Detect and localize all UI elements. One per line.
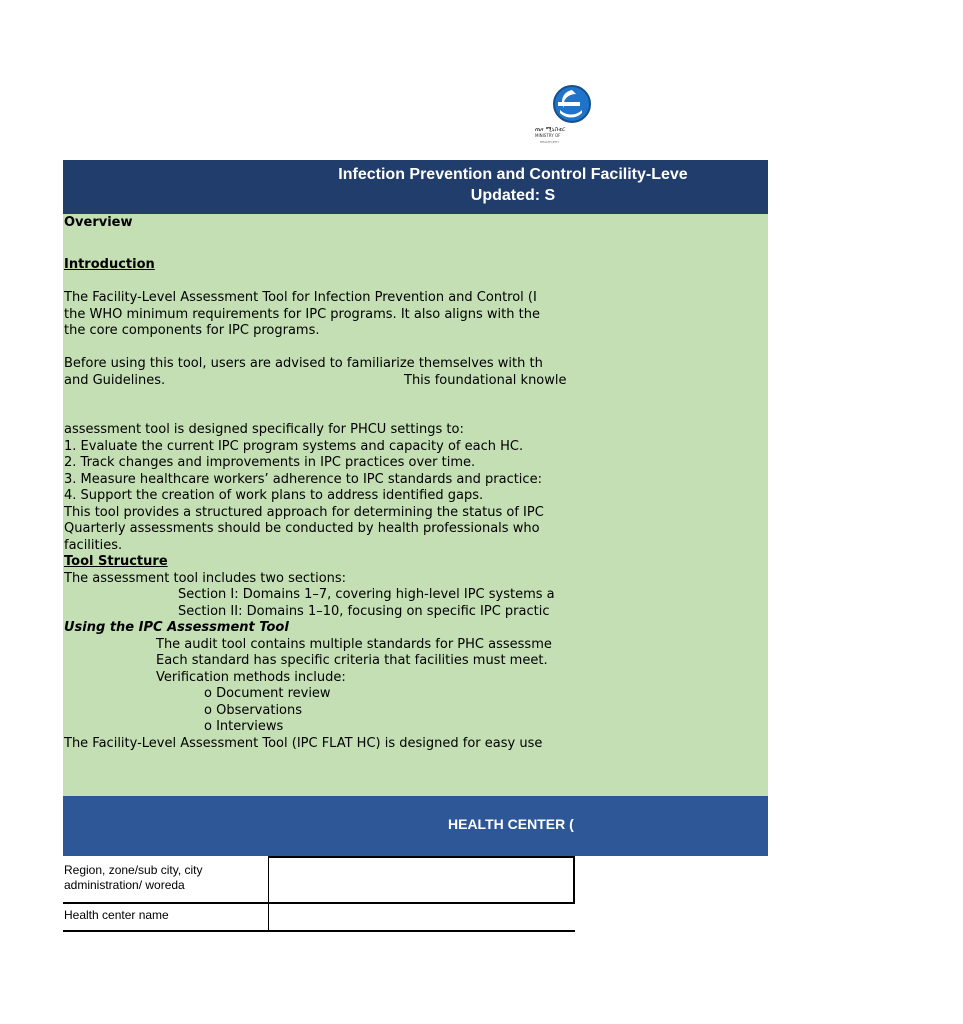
- structured-text-line: Quarterly assessments should be conducted by health professionals who: [64, 521, 540, 536]
- form-row-location: [63, 856, 575, 904]
- bullet-item: Each standard has specific criteria that facilities must meet.: [156, 653, 548, 668]
- location-label: Region, zone/sub city, city administration/ woreda: [64, 863, 203, 892]
- method-item: o Document review: [204, 686, 331, 701]
- structured-text-line: facilities.: [64, 537, 123, 553]
- using-tool-heading: Using the IPC Assessment Tool: [64, 620, 289, 635]
- method-item: o Interviews: [204, 719, 284, 734]
- structured-text-line: This tool provides a structured approach for determining the status of IPC: [64, 504, 544, 520]
- document-title: Infection Prevention and Control Facility-Leve: [338, 166, 688, 183]
- logo-subtext: HEALTH-ETH: [540, 140, 559, 144]
- method-item: o Observations: [204, 702, 303, 718]
- bullet-item: Verification methods include:: [156, 669, 346, 685]
- health-center-banner: [63, 796, 768, 856]
- health-center-title: HEALTH CENTER (: [448, 816, 574, 832]
- overview-section: [63, 214, 768, 796]
- section-item: Section II: Domains 1–10, focusing on specific IPC practic: [178, 603, 550, 619]
- intro-text-line: This foundational knowle: [404, 372, 567, 388]
- logo-english-text: MINISTRY OF: [535, 133, 561, 138]
- intro-text-line: and Guidelines.: [64, 372, 166, 388]
- intro-text-line: the core components for IPC programs.: [64, 323, 320, 338]
- purpose-intro: assessment tool is designed specifically for PHCU settings to:: [64, 422, 464, 437]
- logo-amharic-text: ጤና ሚኒስቴር: [535, 126, 566, 133]
- bullet-item: The audit tool contains multiple standards for PHC assessme: [156, 636, 552, 652]
- intro-text-line: Before using this tool, users are advised to familiarize themselves with th: [64, 356, 543, 371]
- introduction-heading: Introduction: [64, 257, 155, 272]
- purpose-item: 4. Support the creation of work plans to address identified gaps.: [64, 488, 484, 503]
- tool-structure-heading: Tool Structure: [64, 554, 168, 569]
- updated-date: Updated: S: [470, 187, 556, 204]
- intro-text-line: The Facility-Level Assessment Tool for Infection Prevention and Control (I: [64, 290, 537, 305]
- health-center-name-label: Health center name: [64, 908, 169, 922]
- intro-text-line: the WHO minimum requirements for IPC programs. It also aligns with the: [64, 306, 540, 322]
- form-row-hc-name: [63, 904, 575, 932]
- structure-intro: The assessment tool includes two sections:: [64, 570, 347, 586]
- overview-heading: Overview: [64, 215, 133, 230]
- ministry-emblem-icon: [550, 84, 594, 124]
- purpose-item: 2. Track changes and improvements in IPC practices over time.: [64, 455, 476, 470]
- health-center-form: [63, 856, 575, 932]
- title-banner: [63, 160, 768, 214]
- location-input[interactable]: [268, 856, 575, 902]
- closing-text: The Facility-Level Assessment Tool (IPC FLAT HC) is designed for easy use: [64, 735, 543, 751]
- purpose-item: 3. Measure healthcare workers’ adherence to IPC standards and practice:: [64, 471, 542, 487]
- purpose-item: 1. Evaluate the current IPC program systems and capacity of each HC.: [64, 438, 524, 454]
- health-center-name-input[interactable]: [268, 904, 575, 930]
- ministry-logo: [530, 84, 574, 150]
- section-item: Section I: Domains 1–7, covering high-level IPC systems a: [178, 587, 555, 602]
